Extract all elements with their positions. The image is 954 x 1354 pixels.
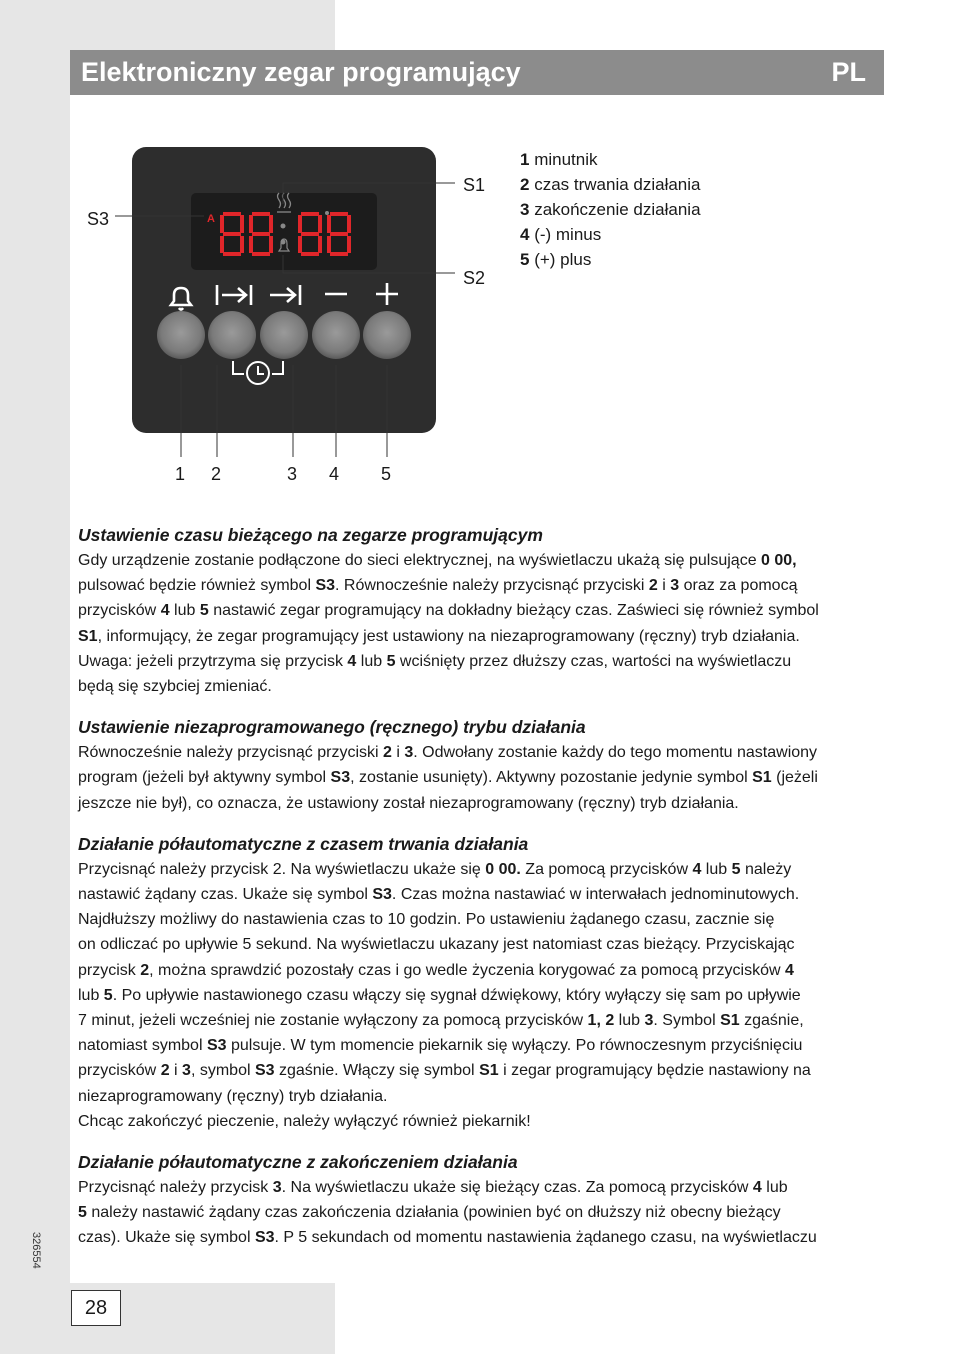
text-line: lub 5. Po upływie nastawionego czasu włączy się sygnał dźwiękowy, który wyłączy się sam po upływie (78, 986, 801, 1004)
text-line: S1, informujący, że zegar programujący jest ustawiony na niezaprogramowany (ręczny) tryb działania. (78, 627, 800, 645)
button-number-1: 1 (175, 464, 186, 484)
section-heading: Działanie półautomatyczne z czasem trwania działania (78, 833, 529, 854)
indicator-dot (325, 211, 329, 215)
language-code: PL (831, 57, 866, 87)
button-5 (363, 311, 411, 359)
title-bar (70, 50, 884, 95)
text-line: program (jeżeli był aktywny symbol S3, zostanie usunięty). Aktywny pozostanie jedynie symbol S1 (jeżeli (78, 769, 818, 787)
timer-panel-diagram (70, 95, 884, 505)
button-1 (157, 311, 205, 359)
section-heading: Działanie półautomatyczne z zakończeniem działania (78, 1152, 518, 1173)
text-line: Przycisnąć należy przycisk 2. Na wyświetlaczu ukaże się 0 00. Za pomocą przycisków 4 lub 5 należy (78, 860, 792, 878)
button-number-5: 5 (381, 464, 392, 484)
s3-label: S3 (87, 209, 110, 229)
s2-label: S2 (463, 268, 486, 288)
page-number: 28 (71, 1290, 121, 1326)
text-line: natomiast symbol S3 pulsuje. W tym momencie piekarnik się wyłączy. Po równoczesnym przyciśnięciu (78, 1037, 803, 1055)
text-line: niezaprogramowany (ręczny) tryb działania. (78, 1087, 388, 1105)
button-4 (312, 311, 360, 359)
button-number-4: 4 (329, 464, 340, 484)
timer-panel-figure (70, 95, 884, 505)
text-line: przycisków 4 lub 5 nastawić zegar programujący na dokładny bieżący czas. Zaświeci się również symbol (78, 602, 819, 620)
instruction-section (78, 1149, 878, 1251)
text-line: 7 minut, jeżeli wcześniej nie zostanie wyłączony za pomocą przycisków 1, 2 lub 3. Symbol S1 zgaśnie, (78, 1012, 804, 1030)
s1-label: S1 (463, 175, 486, 195)
button-legend (520, 147, 701, 272)
document-code: 326554 (30, 1232, 42, 1269)
instructions-body (78, 522, 878, 1266)
text-line: 5 należy nastawić żądany czas zakończenia działania (powinien być on dłuższy niż obecny bieżący (78, 1204, 781, 1222)
legend-item: 5 (+) plus (520, 250, 592, 269)
colon-dot-top (281, 224, 286, 229)
legend-item: 2 czas trwania działania (520, 175, 701, 194)
button-2 (208, 311, 256, 359)
legend-item: 3 zakończenie działania (520, 200, 701, 219)
text-line: Uwaga: jeżeli przytrzyma się przycisk 4 lub 5 wciśnięty przez dłuższy czas, wartości na wyświetlaczu (78, 652, 792, 670)
legend-item: 4 (-) minus (520, 225, 602, 244)
button-number-3: 3 (287, 464, 298, 484)
text-line: Równocześnie należy przycisnąć przyciski 2 i 3. Odwołany zostanie każdy do tego momentu nastawiony (78, 744, 818, 762)
text-line: Gdy urządzenie zostanie podłączone do sieci elektrycznej, na wyświetlaczu ukażą się pulsujące 0 00, (78, 552, 797, 569)
button-number-2: 2 (211, 464, 222, 484)
display-a-indicator: A (207, 213, 215, 225)
text-line: czas). Ukaże się symbol S3. P 5 sekundach od momentu nastawienia żądanego czasu, na wyświetlaczu (78, 1229, 817, 1247)
text-line: nastawić żądany czas. Ukaże się symbol S3. Czas można nastawiać w interwałach jednominutowych. (78, 886, 800, 904)
text-line: Chcąc zakończyć pieczenie, należy wyłączyć również piekarnik! (78, 1112, 531, 1130)
text-line: przycisk 2, można sprawdzić pozostały czas i go wedle życzenia korygować za pomocą przycisków 4 (78, 961, 794, 979)
text-line: będą się szybciej zmieniać. (78, 678, 272, 696)
text-line: Najdłuższy możliwy do nastawienia czas to 10 godzin. Po ustawieniu żądanego czasu, zacznie się (78, 911, 775, 929)
instruction-section (78, 831, 878, 1134)
text-line: pulsować będzie również symbol S3. Równocześnie należy przycisnąć przyciski 2 i 3 oraz za pomocą (78, 577, 798, 595)
instruction-section (78, 714, 878, 816)
section-heading: Ustawienie czasu bieżącego na zegarze programującym (78, 525, 543, 545)
text-line: on odliczać po upływie 5 sekund. Na wyświetlaczu ukazany jest natomiast czas bieżący. Przyciskając (78, 936, 795, 954)
text-line: Przycisnąć należy przycisk 3. Na wyświetlaczu ukaże się bieżący czas. Za pomocą przycisków 4 lub (78, 1179, 788, 1197)
legend-item: 1 minutnik (520, 150, 598, 169)
button-3 (260, 311, 308, 359)
text-line: przycisków 2 i 3, symbol S3 zgaśnie. Włączy się symbol S1 i zegar programujący będzie nastawiony na (78, 1062, 811, 1080)
text-line: jeszcze nie był), co oznacza, że ustawiony został niezaprogramowany (ręczny) tryb działania. (78, 794, 739, 812)
page-title: Elektroniczny zegar programujący (81, 57, 521, 87)
instruction-section (78, 522, 878, 699)
section-heading: Ustawienie niezaprogramowanego (ręcznego) trybu działania (78, 717, 586, 738)
